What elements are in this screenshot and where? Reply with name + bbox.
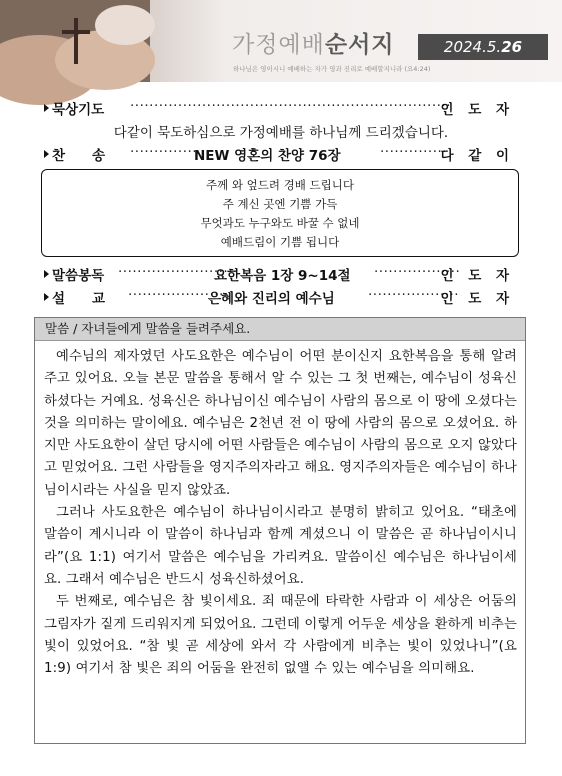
order-label: 말씀봉독 (52, 268, 105, 284)
order-row-reading (44, 264, 514, 286)
sermon-paragraph: 두 번째로, 예수님은 참 빛이세요. 죄 때문에 타락한 사람과 이 세상은 어둠의 그림자가 짙게 드리워지게 되었어요. 그런데 이렇게 어두운 세상을 환하게 비추는 빛이 있었어요. “참 빛 곧 세상에 와서 각 사람에게 비추는 빛이 있었나니”(요 1:9) 여기서 참 빛은 죄의 어둠을 완전히 없앨 수 있는 예수님을 의미해요. (44, 594, 517, 677)
order-label: 설 교 (52, 291, 106, 307)
hymn-lyrics-box (41, 169, 519, 257)
lyric-line: 주 계신 곳엔 기쁨 가득 (222, 197, 338, 211)
order-row-prayer (44, 98, 514, 120)
praying-hands-cross-image (0, 0, 150, 82)
leader-dots: ··································································· (130, 98, 452, 114)
sermon-title: 은혜와 진리의 예수님 (208, 291, 335, 307)
leader-dots: ··················· (368, 287, 460, 303)
leader-dots: ·················· (374, 264, 461, 280)
lyric-line: 무엇과도 누구와도 바꿀 수 없네 (200, 216, 360, 230)
bullet-icon (44, 293, 49, 301)
lyric-line: 주께 와 엎드려 경배 드립니다 (206, 178, 354, 192)
sermon-paragraph: 그러나 사도요한은 예수님이 하나님이시라고 분명히 밝히고 있어요. “태초에 말씀이 계시니라 이 말씀이 하나님과 함께 계셨으니 이 말씀은 곧 하나님이시니라”(요 1:1) 여기서 말씀은 예수님을 가리켜요. 말씀이신 예수님은 하나님이세요. 그래서 예수님은 반드시 성육신하셨어요. (44, 505, 517, 587)
bullet-icon (44, 270, 49, 278)
sermon-box (34, 317, 526, 744)
order-leader: 인 도 자 (440, 102, 514, 118)
sermon-body (35, 341, 525, 680)
order-row-hymn (44, 144, 514, 166)
leader-dots: ····················· (128, 287, 229, 303)
sermon-paragraph: 예수님의 제자였던 사도요한은 예수님이 어떤 분이신지 요한복음을 통해 알려주고 있어요. 오늘 본문 말씀을 통해서 알 수 있는 그 첫 번째는, 예수님이 성육신하셨다는 거예요. 성육신은 하나님이신 예수님이 사람의 몸으로 이 땅에 오셨다는 것을 의미하는 말이에요. 예수님은 2천년 전 이 땅에 사람의 몸으로 오셨어요. 하지만 사도요한이 살던 당시에 어떤 사람들은 예수님이 사람의 몸으로 오지 않았다고 믿었어요. 그런 사람들을 영지주의자라고 해요. 영지주의자들은 예수님이 하나님이시라는 사실을 믿지 않았죠. (44, 349, 517, 498)
hymn-title: NEW 영혼의 찬양 76장 (194, 148, 341, 164)
prayer-note: 다같이 묵도하심으로 가정예배를 하나님께 드리겠습니다. (113, 125, 449, 141)
order-leader: 인 도 자 (440, 268, 514, 284)
order-label: 찬 송 (52, 148, 106, 164)
lyric-line: 예배드림이 기쁨 됩니다 (220, 235, 340, 249)
order-leader: 인 도 자 (440, 291, 514, 307)
date-badge: 2024.5.26 (418, 34, 548, 60)
reading-title: 요한복음 1장 9~14절 (214, 268, 351, 284)
header-banner (0, 0, 562, 82)
bullet-icon (44, 150, 49, 158)
leader-dots: ·············· (130, 144, 198, 160)
bulletin-title: 가정예배순서지 (232, 32, 395, 58)
order-leader: 다 같 이 (440, 148, 514, 164)
order-row-sermon (44, 287, 514, 309)
leader-dots: ························· (118, 264, 238, 280)
order-label: 묵상기도 (52, 102, 105, 118)
banner-subtitle: 하나님은 영이시니 예배하는 자가 영과 진리로 예배할지니라 (요4:24) (233, 65, 431, 73)
sermon-heading: 말씀 / 자녀들에게 말씀을 들려주세요. (35, 318, 525, 341)
bullet-icon (44, 104, 49, 112)
leader-dots: ·············· (380, 144, 448, 160)
